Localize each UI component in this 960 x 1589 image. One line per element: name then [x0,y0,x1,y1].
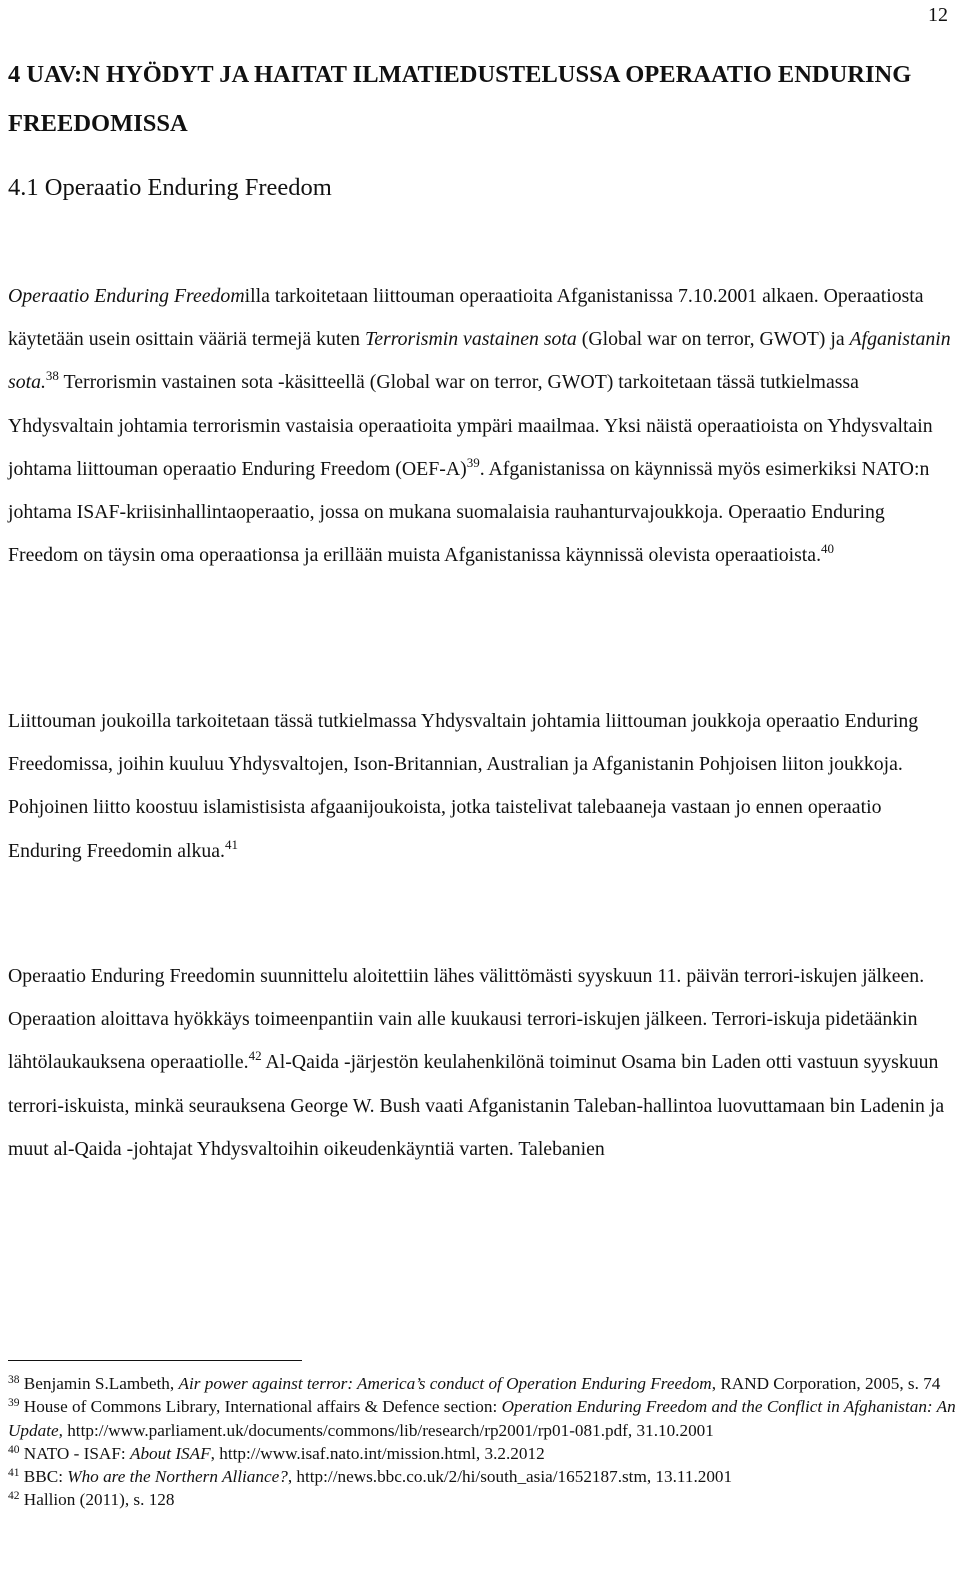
footnote-number: 42 [8,1490,20,1503]
footnote-text: , RAND Corporation, 2005, s. 74 [711,1374,941,1393]
footnote [8,1488,956,1511]
footnote [8,1372,956,1395]
footnote-ref: 42 [248,1048,262,1064]
footnote-title: About ISAF [129,1443,211,1463]
italic-term: Operaatio Enduring Freedom [8,285,245,307]
text-run: . Afganistanissa on käynnissä myös esimerkiksi NATO:n johtama ISAF-kriisinhallintaoperaatio, jossa on mukana suomalaisia rauhanturvajoukkoja. Operaatio Enduring Freedom on täysin oma operaationsa ja erillään muista Afganistanissa käynnissä olevista operaatioista. [8,457,930,567]
footnote-ref: 39 [466,454,480,470]
text-run: Terrorismin vastainen sota -käsitteellä (Global war on terror, GWOT) tarkoitetaan tässä tutkielmassa Yhdysvaltain johtamia terrorismin vastaisia operaatioita ympäri maailmaa. Yksi näistä operaatioista on Yhdysvaltain johtama liittouman operaatio Enduring Freedom (OEF-A) [8,371,933,480]
italic-term: Terrorismin vastainen sota [365,328,577,351]
text-run: illa tarkoitetaan liittouman operaatioita Afganistanissa 7.10.2001 alkaen. Operaatiosta käytetään usein osittain vääriä termejä kuten [8,285,924,351]
footnote-text: NATO - ISAF: [19,1443,130,1463]
footnote-number: 38 [8,1374,20,1386]
footnote-separator [8,1360,302,1361]
footnote [8,1395,956,1442]
paragraph-1 [8,275,958,577]
footnote-text: Hallion (2011), s. 128 [19,1490,175,1510]
footnote-ref: 40 [821,541,835,557]
footnote [8,1442,956,1465]
footnote-text: Benjamin S.Lambeth, [19,1374,179,1393]
footnotes [8,1372,956,1512]
footnote [8,1465,956,1488]
footnote-ref: 41 [225,836,238,852]
italic-term: Afganistanin sota. [8,328,951,394]
footnote-title: Air power against terror: America’s conduct of Operation Enduring Freedom [178,1374,712,1393]
paragraph-2 [8,700,958,873]
text-run: Al-Qaida -järjestön keulahenkilönä toiminut Osama bin Laden otti vastuun syyskuun terrori-iskuista, minkä seurauksena George W. Bush vaati Afganistanin Taleban-hallintoa luovuttamaan bin Ladenin ja muut al-Qaida -johtajat Yhdysvaltoihin oikeudenkäyntiä varten. Talebanien [8,1051,945,1160]
page-number: 12 [928,4,948,26]
paragraph-3 [8,955,958,1171]
footnote-text: , http://www.isaf.nato.int/mission.html, 3.2.2012 [210,1443,545,1463]
footnote-text: , http://news.bbc.co.uk/2/hi/south_asia/1652187.stm, 13.11.2001 [287,1467,733,1487]
text-run: Liittouman joukoilla tarkoitetaan tässä tutkielmassa Yhdysvaltain johtamia liittouman joukkoja operaatio Enduring Freedomissa, joihin kuuluu Yhdysvaltojen, Ison-Britannian, Australian ja Afganistanin Pohjoisen liiton joukkoja. Pohjoinen liitto koostuu islamistisista afgaanijoukoista, jotka taistelivat talebaaneja vastaan jo ennen operaatio Enduring Freedomin alkua. [8,710,919,862]
footnote-number: 41 [8,1467,20,1480]
footnote-text: http://www.parliament.uk/documents/commons/lib/research/rp2001/rp01-081.pdf, 31.10.2001 [62,1420,714,1440]
footnote-text: House of Commons Library, International affairs & Defence section: [19,1397,502,1417]
footnote-number: 40 [8,1443,20,1456]
chapter-title: 4 UAV:N HYÖDYT JA HAITAT ILMATIEDUSTELUSSA OPERAATIO ENDURING FREEDOMISSA [8,61,912,137]
section-title: 4.1 Operaatio Enduring Freedom [8,174,332,201]
footnote-text: BBC: [19,1467,68,1487]
footnote-ref: 38 [45,368,59,384]
footnote-title: Who are the Northern Alliance? [67,1467,288,1487]
footnote-number: 39 [8,1397,20,1410]
text-run: (Global war on terror, GWOT) ja [576,328,850,351]
footnote-title: Operation Enduring Freedom and the Conflict in Afghanistan: An Update, [8,1397,956,1440]
text-run: Operaatio Enduring Freedomin suunnittelu aloitettiin lähes välittömästi syyskuun 11. päivän terrori-iskujen jälkeen. Operaation aloittava hyökkäys toimeenpantiin vain alle kuukausi terrori-iskujen jälkeen. Terrori-iskuja pidetäänkin lähtölaukauksena operaatiolle. [8,965,925,1074]
